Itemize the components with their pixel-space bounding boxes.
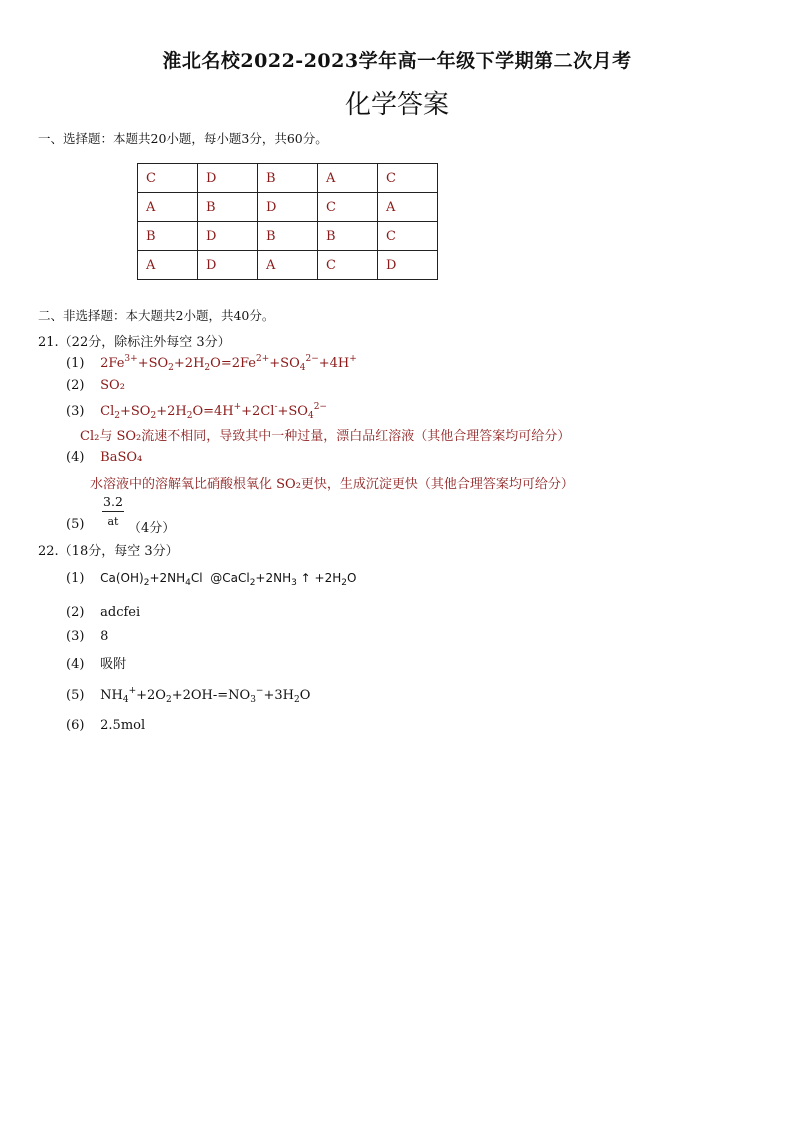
q21-4-answer: BaSO₄: [100, 450, 143, 465]
answer-cell: C: [138, 164, 198, 193]
answer-cell: D: [198, 164, 258, 193]
answer-cell: A: [138, 251, 198, 280]
answer-cell: C: [378, 222, 438, 251]
answer-cell: B: [318, 222, 378, 251]
item-number: (4): [66, 657, 85, 672]
item-number: (3): [66, 404, 85, 419]
q22-item-6: [66, 718, 145, 733]
q21-item-4: [66, 450, 142, 465]
q22-item-2: [66, 605, 140, 620]
table-row: [138, 164, 438, 193]
q21-item-5: [66, 517, 96, 532]
section-2-heading: 二、非选择题：本大题共2小题，共40分。: [38, 308, 275, 323]
table-row: [138, 222, 438, 251]
q22-6-answer: 2.5mol: [100, 718, 146, 733]
table-row: [138, 193, 438, 222]
section-1-heading: 一、选择题：本题共20小题，每小题3分，共60分。: [38, 131, 328, 146]
answer-cell: C: [378, 164, 438, 193]
answer-cell: D: [198, 222, 258, 251]
q21-item-1: [66, 354, 357, 373]
q21-item-3: [66, 402, 327, 421]
answer-cell: B: [138, 222, 198, 251]
fraction-numerator: 3.2: [102, 494, 124, 512]
fraction-denominator: at: [107, 515, 119, 528]
item-number: (4): [66, 450, 85, 465]
q22-item-3: [66, 629, 108, 644]
answer-cell: C: [318, 193, 378, 222]
q22-4-answer: 吸附: [100, 657, 127, 672]
answer-cell: B: [258, 164, 318, 193]
q21-1-equation: $2Fe^{3+}+SO_2+2H_2O=2Fe^{2+}+SO_4^{2-}+4H^+$: [100, 354, 357, 373]
q22-1-equation: $Ca(OH)_2+2NH_4Cl$ $@CaCl_2+2NH_3$ ↑ $+2H_2O$: [100, 571, 357, 588]
answer-table: [137, 163, 438, 280]
table-row: [138, 251, 438, 280]
page-subtitle: 化学答案: [344, 90, 449, 120]
item-number: (2): [66, 378, 85, 393]
q21-2-answer: SO₂: [100, 378, 125, 393]
answer-cell: C: [318, 251, 378, 280]
page-title: 淮北名校2022-2023学年高一年级下学期第二次月考: [162, 50, 632, 72]
q22-3-answer: 8: [100, 629, 109, 644]
item-number: (6): [66, 718, 85, 733]
item-number: (5): [66, 517, 85, 532]
answer-cell: D: [258, 193, 318, 222]
q22-item-5: [66, 686, 310, 705]
answer-cell: D: [198, 251, 258, 280]
q22-item-4: [66, 653, 126, 672]
answer-cell: A: [258, 251, 318, 280]
q21-4-explanation: 水溶液中的溶解氧比硝酸根氧化 SO₂更快，生成沉淀更快（其他合理答案均可给分）: [90, 477, 574, 492]
question-22-header: 22.（18分，每空 3分）: [38, 544, 179, 559]
q22-2-answer: adcfei: [100, 605, 141, 620]
item-number: (1): [66, 356, 85, 371]
answer-cell: B: [198, 193, 258, 222]
q21-5-score: （4分）: [128, 521, 176, 536]
item-number: (5): [66, 688, 85, 703]
q21-3-equation: $Cl_2+SO_2+2H_2O=4H^++2Cl^-+SO_4^{2-}$: [100, 402, 327, 421]
answer-cell: A: [138, 193, 198, 222]
question-21-header: 21.（22分，除标注外每空 3分）: [38, 335, 231, 350]
item-number: (3): [66, 629, 85, 644]
answer-cell: A: [318, 164, 378, 193]
q21-3-explanation: Cl₂与 SO₂流速不相同，导致其中一种过量，漂白品红溶液（其他合理答案均可给分）: [80, 429, 571, 444]
q22-5-equation: $NH_4^++2O_2+2OH-=NO_3^-+3H_2O$: [100, 686, 311, 705]
item-number: (1): [66, 571, 85, 586]
q22-item-1: [66, 571, 356, 588]
q21-5-fraction: [102, 494, 124, 528]
q21-item-2: [66, 378, 125, 393]
answer-cell: B: [258, 222, 318, 251]
answer-cell: A: [378, 193, 438, 222]
answer-cell: D: [378, 251, 438, 280]
item-number: (2): [66, 605, 85, 620]
